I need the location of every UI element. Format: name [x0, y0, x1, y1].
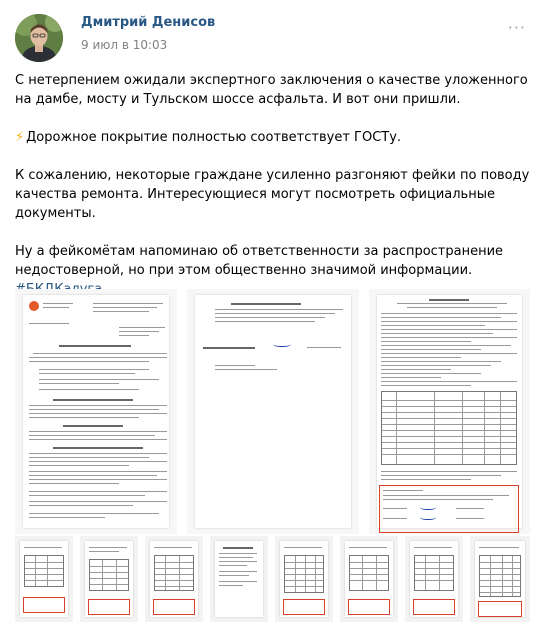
signature-icon: [273, 340, 291, 347]
results-table: [381, 391, 517, 465]
document-sheet: [195, 295, 351, 528]
post-text: [15, 71, 530, 299]
document-thumb-4[interactable]: [210, 536, 268, 622]
document-thumb-5[interactable]: [275, 536, 333, 622]
document-photo-3[interactable]: [369, 289, 530, 534]
lightning-icon: ⚡: [15, 130, 25, 145]
document-sheet: [377, 295, 522, 528]
photo-attachments: [15, 289, 530, 629]
signature-icon: [420, 503, 436, 510]
author-avatar[interactable]: [15, 14, 63, 62]
post-paragraph: Дорожное покрытие полностью соответствует ГОСТу.: [26, 130, 402, 145]
avatar-photo-icon: [15, 14, 63, 62]
document-thumb-7[interactable]: [405, 536, 463, 622]
document-thumb-6[interactable]: [340, 536, 398, 622]
post-date[interactable]: 9 июл в 10:03: [81, 38, 168, 52]
company-logo-icon: [29, 301, 39, 311]
post-header: [15, 14, 530, 60]
more-options-icon[interactable]: ···: [507, 18, 526, 37]
document-thumb-8[interactable]: [470, 536, 530, 622]
document-thumb-1[interactable]: [15, 536, 73, 622]
document-photo-1[interactable]: [15, 289, 177, 534]
author-name[interactable]: Дмитрий Денисов: [81, 15, 216, 30]
document-thumb-2[interactable]: [80, 536, 138, 622]
highlight-box: [379, 485, 519, 533]
post-paragraph: С нетерпением ожидали экспертного заключения о качестве уложенного на дамбе, мосту и Тульском шоссе асфальта. И вот они пришли.: [15, 73, 528, 107]
signature-icon: [420, 513, 436, 520]
post-paragraph: К сожалению, некоторые граждане усиленно разгоняют фейки по поводу качества ремонта. Интересующиеся могут посмотреть официальные документы.: [15, 168, 530, 221]
document-photo-2[interactable]: [187, 289, 359, 534]
document-thumb-3[interactable]: [145, 536, 203, 622]
post-paragraph-emoji: [15, 128, 530, 147]
document-sheet: [23, 295, 169, 528]
post-paragraph: Ну а фейкомётам напоминаю об ответственности за распространение недостоверной, но при этом общественно значимой информации.: [15, 244, 504, 278]
